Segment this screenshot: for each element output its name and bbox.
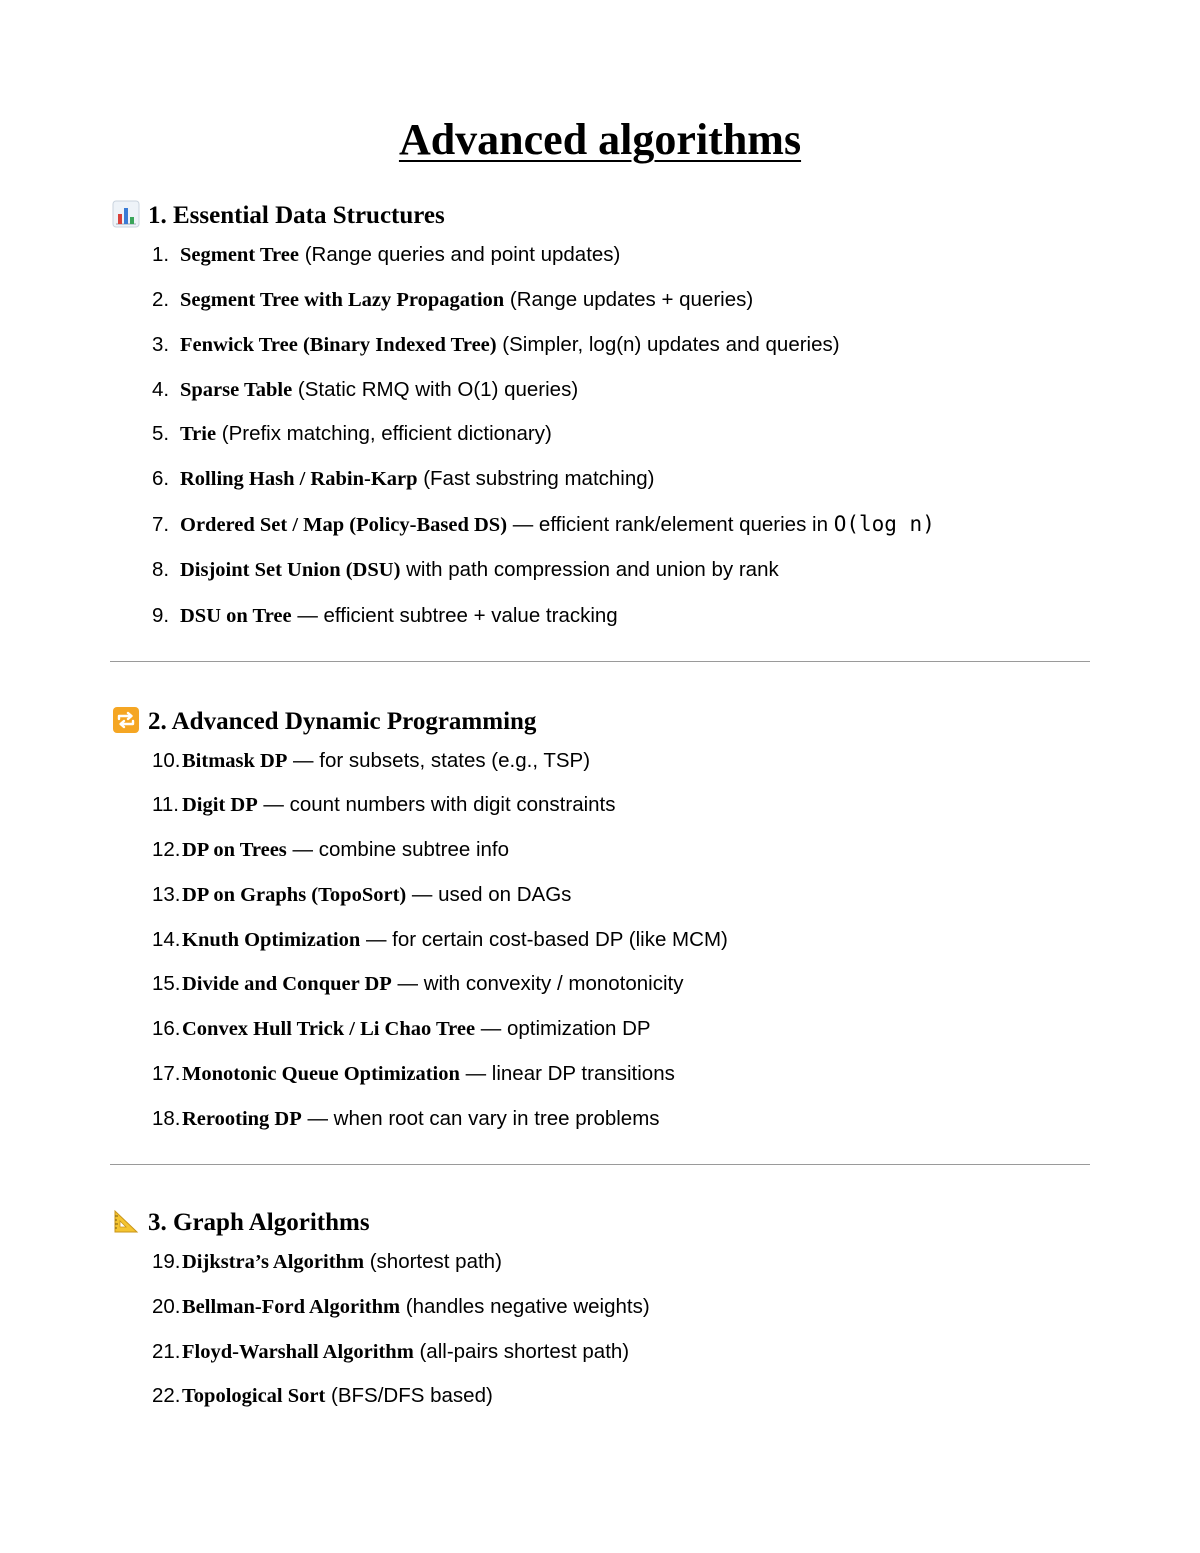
bar-chart-icon (112, 200, 140, 228)
list-item: 5. Trie (Prefix matching, efficient dictionary) (152, 422, 552, 445)
list-item: 12.DP on Trees — combine subtree info (152, 838, 509, 861)
list-item: 18.Rerooting DP — when root can vary in tree problems (152, 1107, 660, 1130)
section-heading: 3. Graph Algorithms (112, 1207, 370, 1239)
list-item: 15.Divide and Conquer DP — with convexity / monotonicity (152, 972, 684, 995)
list-item: 17.Monotonic Queue Optimization — linear DP transitions (152, 1062, 675, 1085)
document-title: Advanced algorithms (398, 115, 802, 164)
list-item: 13.DP on Graphs (TopoSort) — used on DAGs (152, 883, 572, 906)
repeat-arrows-icon (112, 706, 140, 734)
section-divider (110, 661, 1090, 662)
list-item: 20.Bellman-Ford Algorithm (handles negative weights) (152, 1295, 650, 1318)
list-item: 21.Floyd-Warshall Algorithm (all-pairs shortest path) (152, 1340, 630, 1363)
list-item: 6. Rolling Hash / Rabin-Karp (Fast substring matching) (152, 467, 655, 490)
list-item: 10.Bitmask DP — for subsets, states (e.g., TSP) (152, 749, 591, 772)
list-item: 3. Fenwick Tree (Binary Indexed Tree) (Simpler, log(n) updates and queries) (152, 333, 840, 356)
list-item: 14.Knuth Optimization — for certain cost-based DP (like MCM) (152, 928, 728, 951)
list-item: 8. Disjoint Set Union (DSU) with path compression and union by rank (152, 558, 779, 581)
list-item: 4. Sparse Table (Static RMQ with O(1) queries) (152, 378, 579, 401)
inline-code: O(log n) (833, 512, 935, 536)
list-item: 16.Convex Hull Trick / Li Chao Tree — optimization DP (152, 1017, 651, 1040)
section-heading: 1. Essential Data Structures (112, 200, 445, 232)
list-item: 1. Segment Tree (Range queries and point updates) (152, 243, 621, 266)
list-item: 7. Ordered Set / Map (Policy-Based DS) — efficient rank/element queries in O(log n) (152, 512, 935, 536)
list-item: 19.Dijkstra’s Algorithm (shortest path) (152, 1250, 502, 1273)
section-heading: 2. Advanced Dynamic Programming (112, 706, 536, 738)
section-divider (110, 1164, 1090, 1165)
triangle-ruler-icon (112, 1207, 140, 1235)
list-item: 2. Segment Tree with Lazy Propagation (Range updates + queries) (152, 288, 754, 311)
list-item: 11. Digit DP — count numbers with digit constraints (152, 793, 616, 816)
list-item: 9. DSU on Tree — efficient subtree + value tracking (152, 604, 618, 627)
list-item: 22.Topological Sort (BFS/DFS based) (152, 1384, 493, 1407)
